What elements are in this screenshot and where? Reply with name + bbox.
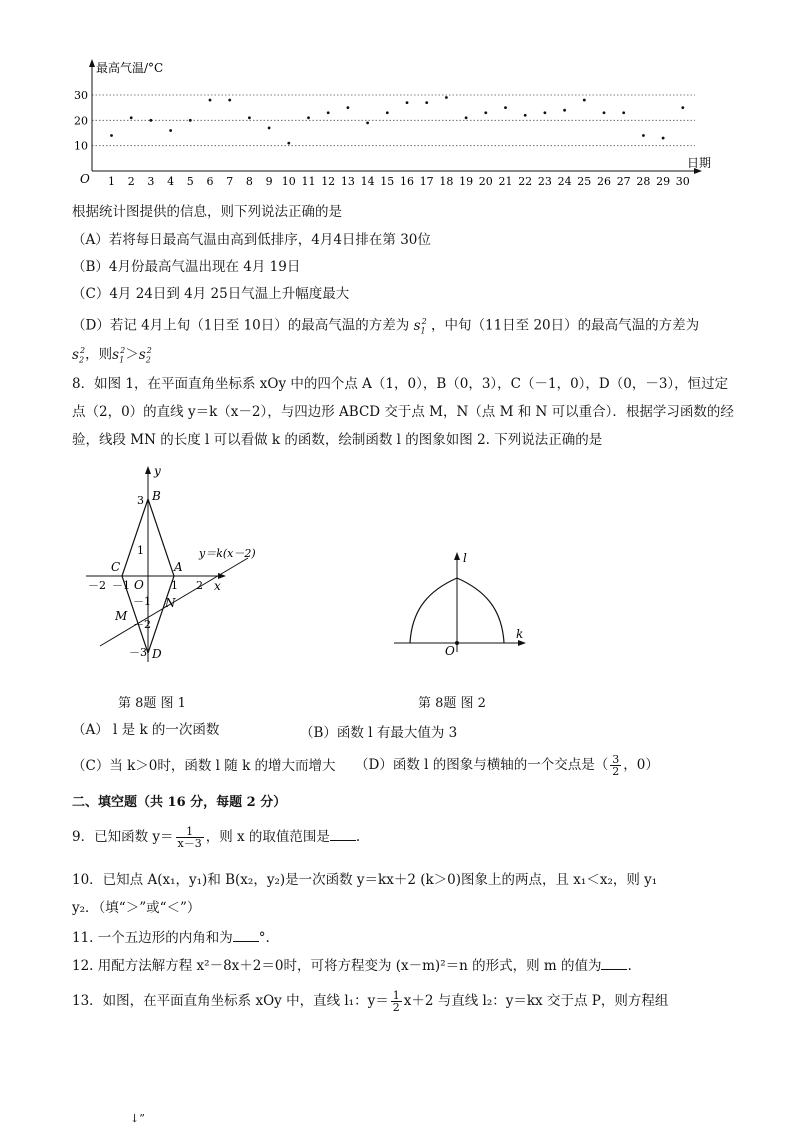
chart-point — [228, 99, 231, 102]
q8-option-d: （D）函数 l 的图象与横轴的一个交点是（ $\frac{3}{2}$ ，0） — [355, 753, 659, 778]
chart-xtick-label: 17 — [419, 175, 434, 188]
q7-d-text1: （D）若记 4月上旬（1日至 10日）的最高气温的方差为 — [72, 317, 410, 334]
fig2-l-label: l — [463, 551, 467, 565]
fig1-point-c: C — [111, 560, 121, 574]
q8-option-a: （A） l 是 k 的一次函数 — [72, 722, 220, 738]
chart-point — [307, 116, 310, 119]
q8-option-c: （C）当 k＞0时，函数 l 随 k 的增大而增大 — [72, 758, 336, 774]
q13: 13．如图，在平面直角坐标系 xOy 中，直线 l₁：y＝ $\frac{1}{2}$ x＋2 与直线 l₂：y＝kx 交于点 P，则方程组 — [72, 989, 669, 1014]
q9: 9．已知函数 y＝ $\frac{1}{x-3}$ ，则 x 的取值范围是 . — [72, 825, 361, 850]
chart-xtick-label: 18 — [439, 175, 454, 188]
chart-xtick-label: 1 — [108, 175, 115, 188]
temperature-chart — [70, 55, 720, 195]
chart-point — [484, 111, 487, 114]
fig1-point-b: B — [152, 489, 161, 503]
q7-intro: 根据统计图提供的信息，则下列说法正确的是 — [72, 204, 342, 220]
fig1-tick-y3: 3 — [137, 494, 144, 507]
chart-ytick-label: 10 — [74, 139, 88, 153]
chart-ytick-label: 30 — [74, 89, 88, 102]
chart-point — [189, 119, 192, 122]
q12-blank[interactable] — [601, 957, 627, 970]
chart-xtick-label: 15 — [380, 175, 395, 188]
chart-xtick-label: 14 — [360, 175, 375, 188]
chart-point — [169, 129, 172, 132]
fig2-curve-left — [410, 578, 457, 643]
q7-d-text2: ，中旬（11日至 20日）的最高气温的方差为 — [430, 317, 700, 334]
chart-point — [150, 119, 153, 122]
q8-figure-1 — [78, 462, 278, 672]
chart-xtick-label: 12 — [321, 175, 336, 188]
chart-xtick-label: 3 — [147, 175, 155, 188]
fig2-caption: 第 8题 图 2 — [418, 696, 486, 711]
chart-xtick-label: 23 — [537, 175, 552, 188]
fig1-point-m: M — [115, 609, 128, 623]
fig1-tick-ym3: －3 — [129, 646, 147, 659]
chart-point — [425, 101, 428, 104]
q11: 11. 一个五边形的内角和为 °. — [72, 930, 270, 946]
chart-point — [524, 114, 527, 117]
fig1-tick-x2: 2 — [196, 579, 203, 592]
chart-point — [681, 106, 684, 109]
q7-option-b: （B）4月份最高气温出现在 4月 19日 — [72, 259, 301, 275]
fig2-origin: O — [445, 644, 455, 658]
fig1-tick-ym1: －1 — [133, 595, 151, 608]
q11-blank[interactable] — [233, 929, 259, 942]
q8-line2: 点（2，0）的直线 y＝k（x－2），与四边形 ABCD 交于点 M，N（点 M 和 N 可以重合）．根据学习函数的经 — [72, 404, 734, 420]
q8-line3: 验，线段 MN 的长度 l 可以看做 k 的函数，绘制函数 l 的图象如图 2. 下列说法正确的是 — [72, 432, 603, 448]
chart-xtick-label: 21 — [498, 175, 513, 188]
chart-point — [622, 111, 625, 114]
fig2-k-label: k — [516, 627, 524, 641]
chart-xtick-label: 26 — [597, 175, 611, 188]
chart-point — [327, 111, 330, 114]
chart-xtick-label: 7 — [226, 175, 234, 188]
chart-xtick-label: 22 — [518, 175, 533, 188]
chart-xtick-label: 4 — [167, 175, 175, 188]
q7-option-d-line1 — [72, 313, 699, 340]
chart-xtick-label: 2 — [127, 175, 135, 188]
chart-point — [603, 111, 606, 114]
chart-point — [504, 106, 507, 109]
fig2-curve-right — [457, 578, 504, 643]
chart-xtick-label: 9 — [265, 175, 273, 188]
chart-point — [583, 99, 586, 102]
chart-point — [406, 101, 409, 104]
q7-option-a: （A）若将每日最高气温由高到低排序，4月4日排在第 30位 — [72, 232, 431, 248]
q8-figure-2 — [390, 548, 540, 658]
chart-xtick-label: 20 — [478, 175, 493, 188]
fig1-caption: 第 8题 图 1 — [118, 696, 186, 711]
chart-xtick-label: 27 — [616, 175, 631, 188]
chart-xlabel: 日期 — [687, 156, 712, 170]
chart-xtick-label: 10 — [281, 175, 296, 188]
q8-option-b: （B）函数 l 有最大值为 3 — [300, 725, 458, 741]
chart-point — [268, 127, 271, 130]
chart-point — [563, 109, 566, 112]
fig1-point-a: A — [174, 560, 183, 574]
section-2-title: 二、填空题（共 16 分，每题 2 分） — [72, 795, 287, 810]
fig1-tick-xm1: －1 — [112, 579, 130, 592]
chart-point — [110, 134, 113, 137]
chart-xtick-label: 16 — [400, 175, 414, 188]
chart-point — [287, 142, 290, 145]
chart-xtick-label: 29 — [656, 175, 671, 188]
chart-origin: O — [80, 172, 90, 186]
fig1-point-n: N — [165, 596, 176, 610]
chart-ylabel: 最高气温/°C — [96, 61, 164, 75]
chart-xtick-label: 13 — [340, 175, 355, 188]
q9-blank[interactable] — [330, 828, 356, 841]
chart-point — [445, 96, 448, 99]
fig1-tick-xm2: －2 — [88, 579, 106, 592]
q7-d-s2: $s_2^2$ — [72, 346, 86, 365]
q7-option-c: （C）4月 24日到 4月 25日气温上升幅度最大 — [72, 286, 350, 302]
chart-point — [642, 134, 645, 137]
fig1-y-axis-label: y — [154, 464, 161, 478]
chart-point — [130, 116, 133, 119]
fig1-tick-ym2: －2 — [133, 618, 151, 631]
q7-option-d-line2: $s_2^2$，则$s_1^2>s_2^2$ — [72, 346, 152, 365]
chart-xtick-label: 5 — [186, 175, 194, 188]
fig1-origin: O — [134, 578, 144, 592]
chart-xtick-label: 6 — [206, 175, 214, 188]
chart-point — [366, 121, 369, 124]
chart-point — [465, 116, 468, 119]
q12: 12. 用配方法解方程 x²－8x＋2＝0时，可将方程变为 (x－m)²＝n 的形式，则 m 的值为 . — [72, 958, 632, 974]
chart-xtick-label: 25 — [577, 175, 592, 188]
chart-xtick-label: 28 — [636, 175, 651, 188]
footer-mark: ↓” — [130, 1112, 145, 1125]
chart-xtick-label: 30 — [675, 175, 690, 188]
chart-y-axis-arrow — [89, 59, 95, 67]
chart-point — [662, 137, 665, 140]
q10-line2: y₂．（填“＞”或“＜”） — [72, 900, 201, 916]
fig1-point-d: D — [152, 647, 162, 661]
chart-gridlines — [92, 95, 695, 146]
chart-xtick-label: 8 — [245, 175, 253, 188]
fig1-x-axis-label: x — [214, 579, 221, 593]
chart-xtick-label: 19 — [459, 175, 474, 188]
chart-point — [347, 106, 350, 109]
fig1-tick-x1: 1 — [171, 579, 178, 592]
chart-xtick-label: 11 — [301, 175, 316, 188]
fig1-tick-y1: 1 — [137, 544, 144, 557]
chart-ytick-label: 20 — [74, 114, 88, 128]
q8-line1: 8．如图 1，在平面直角坐标系 xOy 中的四个点 A（1，0），B（0，3），C（－1，0），D（0，－3），恒过定 — [72, 376, 729, 392]
chart-point — [386, 111, 389, 114]
chart-point — [209, 99, 212, 102]
q7-d-s1: $s_1^2$ — [413, 317, 427, 336]
chart-xtick-label: 24 — [557, 175, 572, 188]
fig1-line-label: y＝k(x－2) — [199, 547, 256, 560]
chart-point — [248, 116, 251, 119]
chart-point — [544, 111, 547, 114]
q10-line1: 10．已知点 A(x₁，y₁)和 B(x₂，y₂)是一次函数 y＝kx＋2 (k＞0)图象上的两点，且 x₁＜x₂，则 y₁ — [72, 872, 658, 888]
